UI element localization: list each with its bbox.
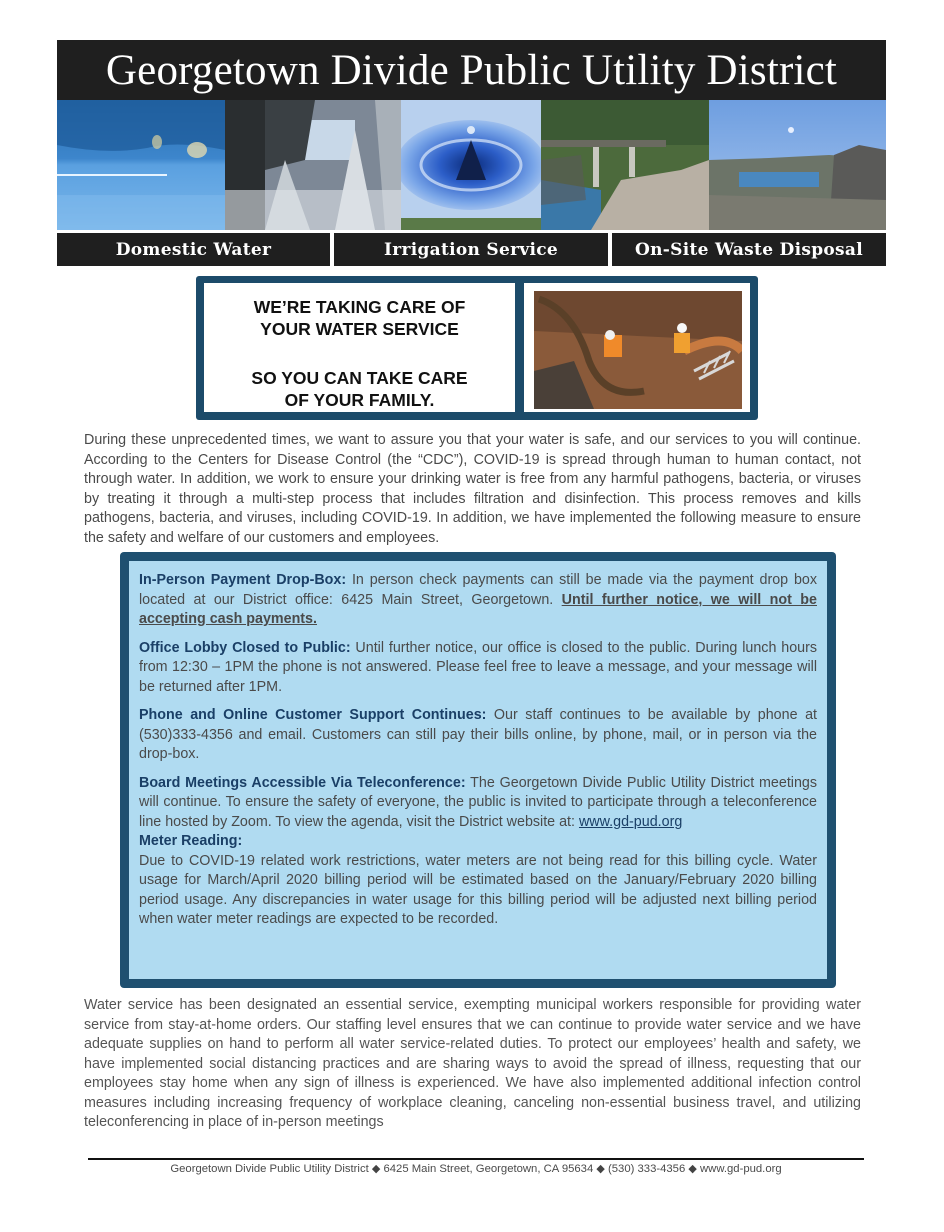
footer-divider <box>88 1158 864 1160</box>
page-title: Georgetown Divide Public Utility District <box>105 46 838 94</box>
measure-body: Due to COVID-19 related work restrictions, water meters are not being read for this billing cycle. Water usage for March/April 2020 billing period will be estimated based on the January/February 2020 billing period usage. Any discrepancies in water usage for this billing period will be adjusted next billing period when water meter readings are expected to be recorded. <box>139 852 817 927</box>
service-label: Domestic Water <box>115 239 272 260</box>
intro-paragraph: During these unprecedented times, we want to assure you that your water is safe, and our services to you will continue. According to the Centers for Disease Control (the “CDC”), COVID-19 is spread through human to human contact, not through water. In addition, we work to ensure your drinking water is free from any harmful pathogens, bacteria, or viruses by treating it through a multi-step process that includes filtration and disinfection. This process removes and kills pathogens, bacteria, and viruses, including COVID-19. In addition, we have implemented the following measure to ensure the safety and welfare of our customers and employees. <box>84 432 861 546</box>
promo-line-1b: YOUR WATER SERVICE <box>260 319 459 339</box>
diamond-icon: ◆ <box>596 1163 605 1175</box>
footer-website[interactable]: www.gd-pud.org <box>700 1163 782 1175</box>
service-irrigation <box>334 233 608 266</box>
promo-line-2b: OF YOUR FAMILY. <box>284 390 435 410</box>
service-waste-disposal <box>612 233 886 266</box>
measure-support <box>139 706 817 765</box>
measure-lobby <box>139 639 817 698</box>
measure-body: Until further notice, our office is closed to the public. During lunch hours from 12:30 – 1PM the phone is not answered. Please feel free to leave a message, and your message will be returned after 1PM. <box>139 639 818 695</box>
services-bar <box>57 233 886 266</box>
promo-line-2a: SO YOU CAN TAKE CARE <box>251 368 468 388</box>
measure-heading: In-Person Payment Drop-Box: <box>139 572 347 588</box>
lake-photo <box>57 100 225 230</box>
measure-body: In person check payments can still be made via the payment drop box located at our District office: 6425 Main Street, Georgetown. <box>139 572 818 608</box>
cash-notice: Until further notice, we will not be accepting cash payments. <box>139 591 817 627</box>
measure-body: Our staff continues to be available by phone at (530)333-4356 and email. Customers can still pay their bills online, by phone, mail, or in person via the drop-box. <box>139 707 817 762</box>
measure-heading: Phone and Online Customer Support Continues: <box>139 707 487 723</box>
measures-content <box>129 561 827 979</box>
service-label: Irrigation Service <box>383 239 559 260</box>
website-link[interactable]: www.gd-pud.org <box>578 813 683 830</box>
header-banner <box>57 40 886 100</box>
reservoir-photo <box>709 100 886 230</box>
promo-line-1 <box>204 296 515 340</box>
measure-meter <box>139 852 817 930</box>
measure-heading: Board Meetings Accessible Via Teleconference: <box>139 774 466 791</box>
service-label: On-Site Waste Disposal <box>635 239 863 260</box>
snowy-forest-photo <box>225 100 401 230</box>
water-drop-photo <box>401 100 541 230</box>
closing-paragraph: Water service has been designated an essential service, exempting municipal workers responsible for providing water service from stay-at-home orders. Our staffing level ensures that we can continue to provide water service and we have adequate supplies on hand to perform all water service-related duties. To protect our employees’ health and safety, we have implemented social distancing practices and are sharing ways to avoid the spread of illness, requesting that our employees stay home when any sign of illness is experienced. We have also implemented additional infection control measures including increasing frequency of workplace cleaning, canceling non-essential business travel, and utilizing teleconferencing in place of in-person meetings <box>84 997 861 1130</box>
promo-banner <box>196 276 758 420</box>
footer-org: Georgetown Divide Public Utility District <box>170 1163 369 1175</box>
measures-box <box>120 552 836 988</box>
measure-body: The Georgetown Divide Public Utility District meetings will continue. To ensure the safety of everyone, the public is invited to participate through a teleconference line hosted by Zoom. To view the agenda, visit the District website at: <box>139 774 818 830</box>
footer <box>88 1162 864 1175</box>
diamond-icon: ◆ <box>371 1163 381 1175</box>
footer-phone: (530) 333-4356 <box>608 1163 686 1175</box>
measure-dropbox <box>139 571 817 630</box>
promo-line-2 <box>204 367 515 411</box>
promo-line-1a: WE’RE TAKING CARE OF <box>253 297 466 317</box>
promo-message <box>204 283 515 412</box>
promo-photo-frame <box>524 283 750 412</box>
measure-board <box>139 774 817 833</box>
service-domestic-water <box>57 233 330 266</box>
meter-heading: Meter Reading: <box>139 833 243 849</box>
diamond-icon: ◆ <box>688 1163 697 1175</box>
bridge-river-photo <box>541 100 709 230</box>
measure-heading: Office Lobby Closed to Public: <box>139 639 351 656</box>
workers-trench-photo <box>534 291 742 409</box>
footer-address: 6425 Main Street, Georgetown, CA 95634 <box>383 1163 594 1175</box>
photo-strip <box>57 100 886 230</box>
